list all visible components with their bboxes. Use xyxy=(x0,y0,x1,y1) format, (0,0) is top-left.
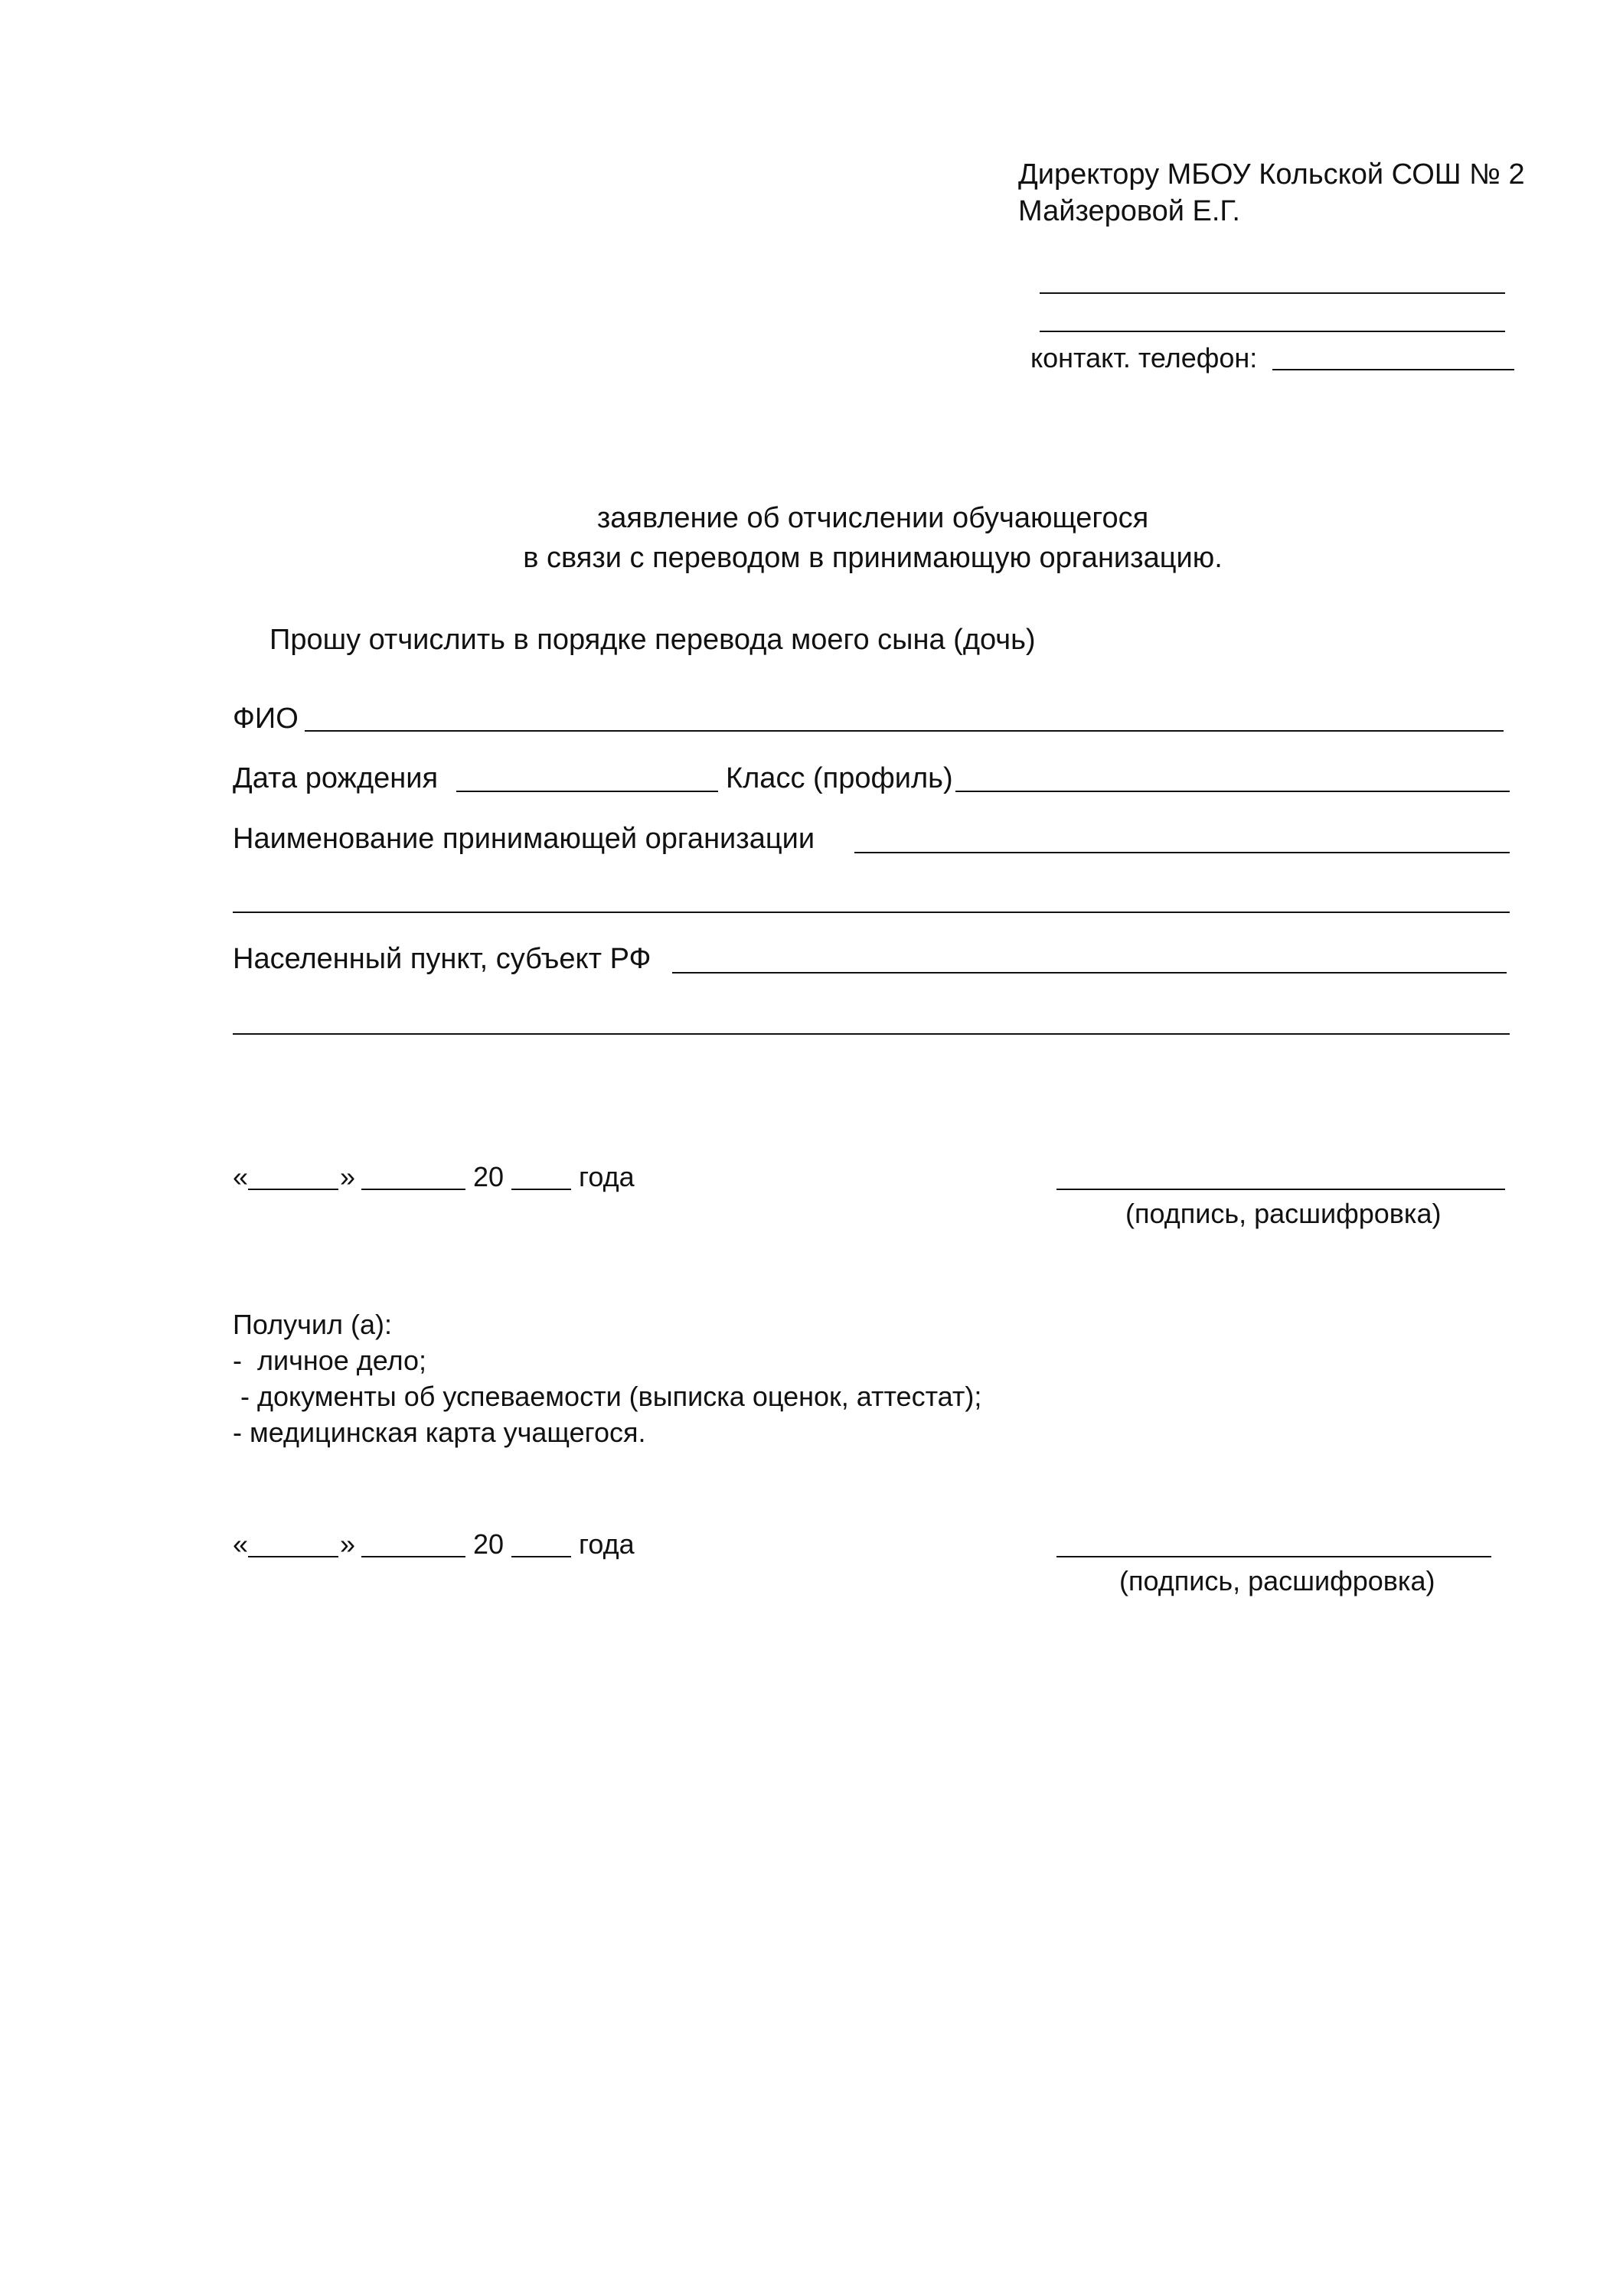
applicant-name-line-1[interactable] xyxy=(1040,292,1505,294)
date-year-prefix: 20 xyxy=(473,1161,505,1192)
title-line-1: заявление об отчислении обучающегося xyxy=(596,502,1149,534)
received-heading: Получил (а): xyxy=(233,1309,392,1340)
date2-day-line[interactable] xyxy=(248,1556,338,1557)
class-field-line[interactable] xyxy=(955,791,1510,792)
request-text: Прошу отчислить в порядке перевода моего сына (дочь) xyxy=(269,624,1036,656)
date-month-line[interactable] xyxy=(361,1189,465,1190)
received-item-medical-card: - медицинская карта учащегося. xyxy=(233,1417,646,1448)
date2-close-quote: » xyxy=(340,1528,356,1560)
date-year-line[interactable] xyxy=(511,1189,571,1190)
locality-label: Населенный пункт, субъект РФ xyxy=(233,943,651,975)
date-open-quote: « xyxy=(233,1161,249,1192)
title-line-2: в связи с переводом в принимающую организацию. xyxy=(523,542,1223,574)
addressee-line-1: Директору МБОУ Кольской СОШ № 2 xyxy=(1018,158,1525,191)
receiving-org-label: Наименование принимающей организации xyxy=(233,823,815,855)
receiving-org-field-line-2[interactable] xyxy=(233,912,1510,913)
signature-line-1[interactable] xyxy=(1056,1189,1505,1190)
locality-field-line-2[interactable] xyxy=(233,1033,1510,1035)
date2-year-line[interactable] xyxy=(511,1556,571,1557)
signature-caption-2: (подпись, расшифровка) xyxy=(1119,1565,1435,1596)
contact-phone-line[interactable] xyxy=(1272,369,1514,370)
date-day-line[interactable] xyxy=(248,1189,338,1190)
birth-date-field-line[interactable] xyxy=(456,791,718,792)
fio-field-line[interactable] xyxy=(305,730,1504,732)
signature-line-2[interactable] xyxy=(1056,1556,1491,1557)
date-close-quote: » xyxy=(340,1161,356,1192)
date-year-suffix: года xyxy=(579,1161,635,1192)
locality-field-line[interactable] xyxy=(672,972,1507,974)
receiving-org-field-line[interactable] xyxy=(854,852,1510,853)
class-label: Класс (профиль) xyxy=(726,762,953,794)
date2-year-prefix: 20 xyxy=(473,1528,505,1560)
signature-caption-1: (подпись, расшифровка) xyxy=(1125,1198,1442,1229)
received-item-grades: - документы об успеваемости (выписка оценок, аттестат); xyxy=(233,1381,982,1412)
addressee-line-2: Майзеровой Е.Г. xyxy=(1018,195,1240,227)
date2-year-suffix: года xyxy=(579,1528,635,1560)
date2-month-line[interactable] xyxy=(361,1556,465,1557)
birth-date-label: Дата рождения xyxy=(233,762,439,794)
applicant-name-line-2[interactable] xyxy=(1040,331,1505,332)
received-item-personal-file: - личное дело; xyxy=(233,1345,427,1376)
contact-phone-label: контакт. телефон: xyxy=(1030,342,1258,373)
date2-open-quote: « xyxy=(233,1528,249,1560)
fio-label: ФИО xyxy=(233,703,299,735)
